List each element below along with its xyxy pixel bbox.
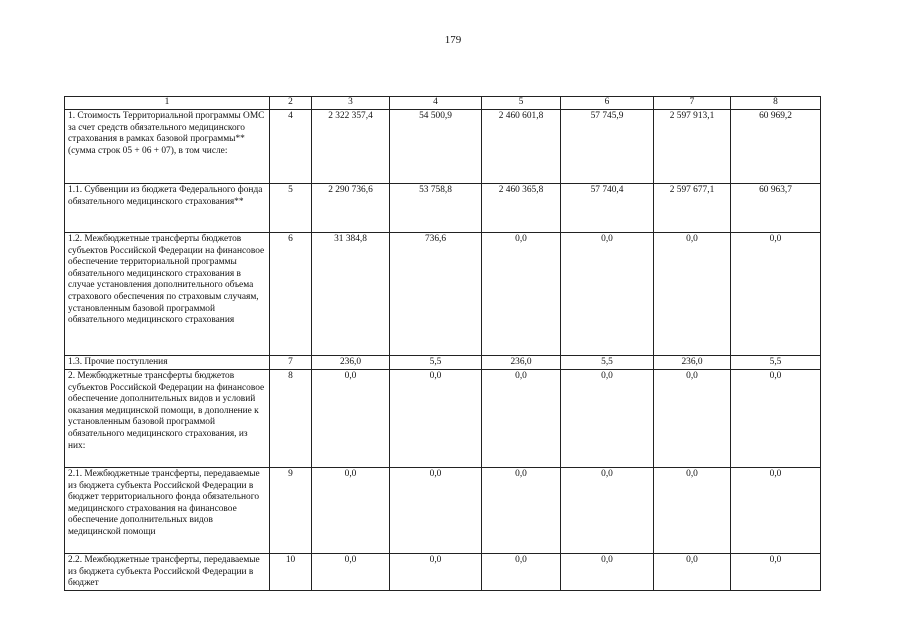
value-cell: 0,0 <box>312 554 390 591</box>
value-cell: 0,0 <box>561 468 654 554</box>
value-cell: 0,0 <box>482 468 561 554</box>
value-cell: 2 322 357,4 <box>312 110 390 184</box>
value-cell: 0,0 <box>390 554 482 591</box>
row-name: 1.3. Прочие поступления <box>65 356 270 370</box>
value-cell: 5,5 <box>731 356 821 370</box>
value-cell: 2 597 677,1 <box>654 184 731 233</box>
value-cell: 0,0 <box>654 554 731 591</box>
value-cell: 0,0 <box>731 370 821 468</box>
value-cell: 57 745,9 <box>561 110 654 184</box>
column-header: 4 <box>390 97 482 110</box>
table-row <box>65 356 821 370</box>
column-header: 1 <box>65 97 270 110</box>
row-name: 2.2. Межбюджетные трансферты, передаваемые из бюджета субъекта Российской Федерации в бюджет <box>65 554 270 591</box>
row-name: 2.1. Межбюджетные трансферты, передаваемые из бюджета субъекта Российской Федерации в бюджет территориального фонда обязательного медицинского страхования на финансовое обеспечение дополнительных видов медицинской помощи <box>65 468 270 554</box>
column-header: 8 <box>731 97 821 110</box>
table-row <box>65 110 821 184</box>
column-header: 3 <box>312 97 390 110</box>
value-cell: 236,0 <box>654 356 731 370</box>
row-code: 6 <box>270 233 312 356</box>
row-code: 5 <box>270 184 312 233</box>
value-cell: 0,0 <box>482 554 561 591</box>
value-cell: 0,0 <box>654 468 731 554</box>
row-name: 1.1. Субвенции из бюджета Федерального фонда обязательного медицинского страхования** <box>65 184 270 233</box>
value-cell: 60 963,7 <box>731 184 821 233</box>
value-cell: 53 758,8 <box>390 184 482 233</box>
value-cell: 236,0 <box>482 356 561 370</box>
table-row <box>65 370 821 468</box>
row-code: 4 <box>270 110 312 184</box>
row-code: 8 <box>270 370 312 468</box>
table-row <box>65 468 821 554</box>
page-number: 179 <box>444 34 462 46</box>
value-cell: 0,0 <box>654 233 731 356</box>
column-header: 7 <box>654 97 731 110</box>
value-cell: 2 290 736,6 <box>312 184 390 233</box>
value-cell: 0,0 <box>731 233 821 356</box>
value-cell: 0,0 <box>654 370 731 468</box>
value-cell: 0,0 <box>390 468 482 554</box>
row-code: 9 <box>270 468 312 554</box>
value-cell: 0,0 <box>561 370 654 468</box>
table-row <box>65 554 821 591</box>
value-cell: 5,5 <box>390 356 482 370</box>
value-cell: 31 384,8 <box>312 233 390 356</box>
value-cell: 0,0 <box>731 554 821 591</box>
value-cell: 0,0 <box>561 233 654 356</box>
value-cell: 736,6 <box>390 233 482 356</box>
value-cell: 2 460 601,8 <box>482 110 561 184</box>
row-name: 1. Стоимость Территориальной программы ОМС за счет средств обязательного медицинского страхования в рамках базовой программы** (сумма строк 05 + 06 + 07), в том числе: <box>65 110 270 184</box>
budget-table <box>64 96 821 591</box>
row-code: 10 <box>270 554 312 591</box>
value-cell: 2 597 913,1 <box>654 110 731 184</box>
column-header: 5 <box>482 97 561 110</box>
value-cell: 236,0 <box>312 356 390 370</box>
value-cell: 60 969,2 <box>731 110 821 184</box>
value-cell: 0,0 <box>731 468 821 554</box>
table-header-row <box>65 97 821 110</box>
column-header: 6 <box>561 97 654 110</box>
value-cell: 2 460 365,8 <box>482 184 561 233</box>
row-name: 2. Межбюджетные трансферты бюджетов субъектов Российской Федерации на финансовое обеспечение дополнительных видов и условий оказания медицинской помощи, в дополнение к установленным базовой программой обязательного медицинского страхования, из них: <box>65 370 270 468</box>
table-row <box>65 233 821 356</box>
row-name: 1.2. Межбюджетные трансферты бюджетов субъектов Российской Федерации на финансовое обеспечение территориальной программы обязательного медицинского страхования в случае установления дополнительного объема страхового обеспечения по страховым случаям, установленным базовой программой обязательного медицинского страхования <box>65 233 270 356</box>
value-cell: 57 740,4 <box>561 184 654 233</box>
column-header: 2 <box>270 97 312 110</box>
value-cell: 0,0 <box>312 370 390 468</box>
value-cell: 0,0 <box>312 468 390 554</box>
row-code: 7 <box>270 356 312 370</box>
value-cell: 0,0 <box>390 370 482 468</box>
table-row <box>65 184 821 233</box>
value-cell: 5,5 <box>561 356 654 370</box>
value-cell: 54 500,9 <box>390 110 482 184</box>
value-cell: 0,0 <box>482 370 561 468</box>
value-cell: 0,0 <box>482 233 561 356</box>
value-cell: 0,0 <box>561 554 654 591</box>
